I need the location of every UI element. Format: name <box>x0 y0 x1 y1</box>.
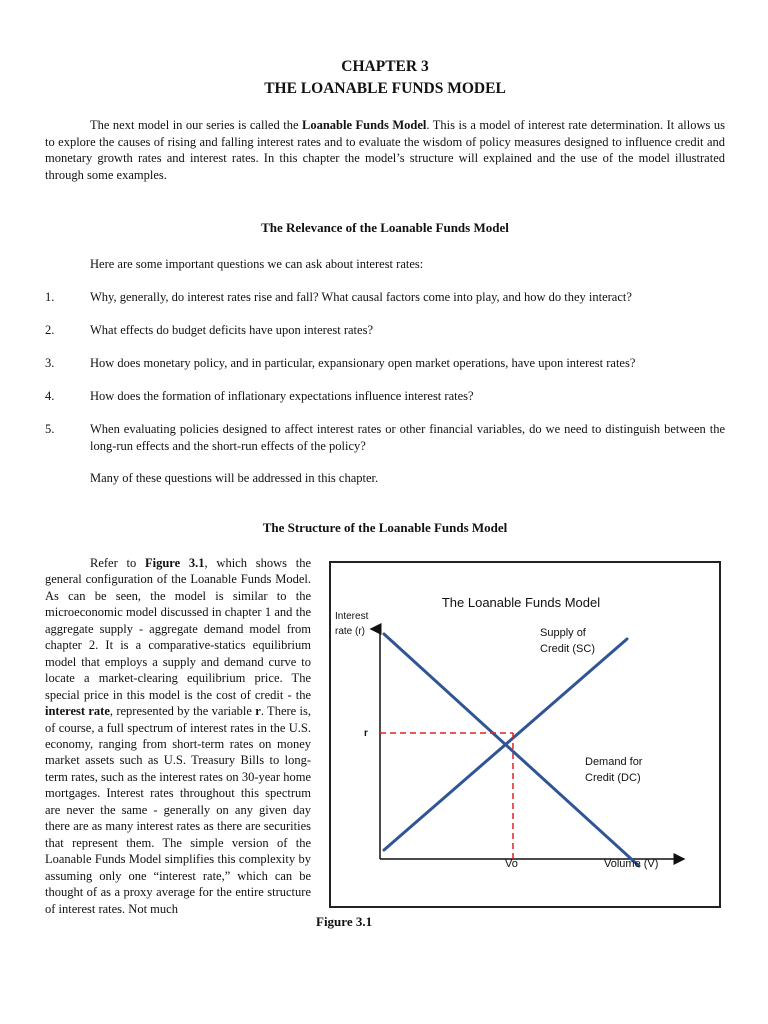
figure-3-1 <box>329 561 721 908</box>
relevance-closing: Many of these questions will be addressed in this chapter. <box>90 471 379 485</box>
intro-text-b: . This is a model of interest rate determination. It allows us to explore the causes of rising and falling interest rates and to evaluate the wisdom of policy measures designed to influence credit and monetary growth rates and interest rates. In this chapter the model’s structure will explained and the use of the model illustrated through some examples. <box>45 118 726 182</box>
question-text: How does monetary policy, and in particular, expansionary open market operations, have upon interest rates? <box>90 356 636 370</box>
relevance-heading: The Relevance of the Loanable Funds Model <box>261 220 509 235</box>
structure-paragraph <box>45 555 311 917</box>
structure-text-1: Refer to <box>90 556 145 570</box>
chapter-number: CHAPTER 3 <box>341 58 429 75</box>
x-axis-label: Volume (V) <box>604 858 659 870</box>
question-text: How does the formation of inflationary expectations influence interest rates? <box>90 389 474 403</box>
structure-heading: The Structure of the Loanable Funds Model <box>262 520 508 535</box>
question-text: What effects do budget deficits have upon interest rates? <box>90 323 373 337</box>
figure-caption: Figure 3.1 <box>316 914 373 929</box>
relevance-lead: Here are some important questions we can ask about interest rates: <box>90 257 424 271</box>
question-number: 5. <box>45 422 55 436</box>
bold-interest-rate: interest rate <box>45 704 110 719</box>
demand-label-line1: Demand for <box>585 756 643 768</box>
structure-text-4: . There is, of course, a full spectrum of interest rates in the U.S. economy, ranging from short-term rates on money market assets such as U.S. Treasury Bills to long-term rates, such as the interest rates on 30-year home mortgages. Interest rates throughout this spectrum are never the same - generally on any given day there are as many interest rates as there are securities that represent them. The simple version of the Loanable Funds Model simplifies this complexity by assuming only one “interest rate,” which can be thought of as a proxy average for the entire structure of interest rates. Not much <box>45 704 311 916</box>
y-axis-label-line2: rate (r) <box>335 626 365 637</box>
r-tick-label: r <box>364 728 368 739</box>
structure-text-2: , which shows the general configuration of the Loanable Funds Model. As can be seen, the model is similar to the microeconomic model discussed in chapter 1 and the aggregate supply - aggregate demand model from chapter 2. It is a comparative-statics equilibrium model that employs a supply and demand curve to locate a market-clearing equilibrium price. The special price in this model is the cost of credit - the <box>45 556 311 702</box>
question-number: 4. <box>45 389 55 403</box>
question-number: 3. <box>45 356 55 370</box>
y-axis-label-line1: Interest <box>335 611 369 622</box>
diagram-title: The Loanable Funds Model <box>441 595 601 610</box>
question-number: 2. <box>45 323 55 337</box>
vo-tick-label: Vo <box>505 858 518 870</box>
structure-text-3: , represented by the variable <box>109 704 256 719</box>
intro-bold-term: Loanable Funds Model <box>302 118 427 132</box>
intro-paragraph <box>45 117 725 183</box>
question-text: Why, generally, do interest rates rise and fall? What causal factors come into play, and how do they interact? <box>90 290 632 304</box>
supply-label-line1: Supply of <box>540 627 586 639</box>
question-text: When evaluating policies designed to affect interest rates or other financial variables, do we need to distinguish between the long-run effects and the short-run effects of the policy? <box>90 422 725 453</box>
supply-label-line2: Credit (SC) <box>540 643 596 655</box>
figure-reference: Figure 3.1 <box>144 556 205 570</box>
supply-curve <box>384 639 627 850</box>
chapter-header <box>45 56 725 100</box>
loanable-funds-diagram <box>331 563 719 906</box>
document-page <box>45 0 725 1024</box>
question-number: 1. <box>45 290 55 304</box>
demand-label-line2: Credit (DC) <box>585 772 641 784</box>
chapter-title: THE LOANABLE FUNDS MODEL <box>264 80 506 97</box>
bold-variable-r: r <box>255 704 261 719</box>
demand-curve <box>384 634 639 866</box>
intro-text-a: The next model in our series is called the <box>90 118 302 132</box>
